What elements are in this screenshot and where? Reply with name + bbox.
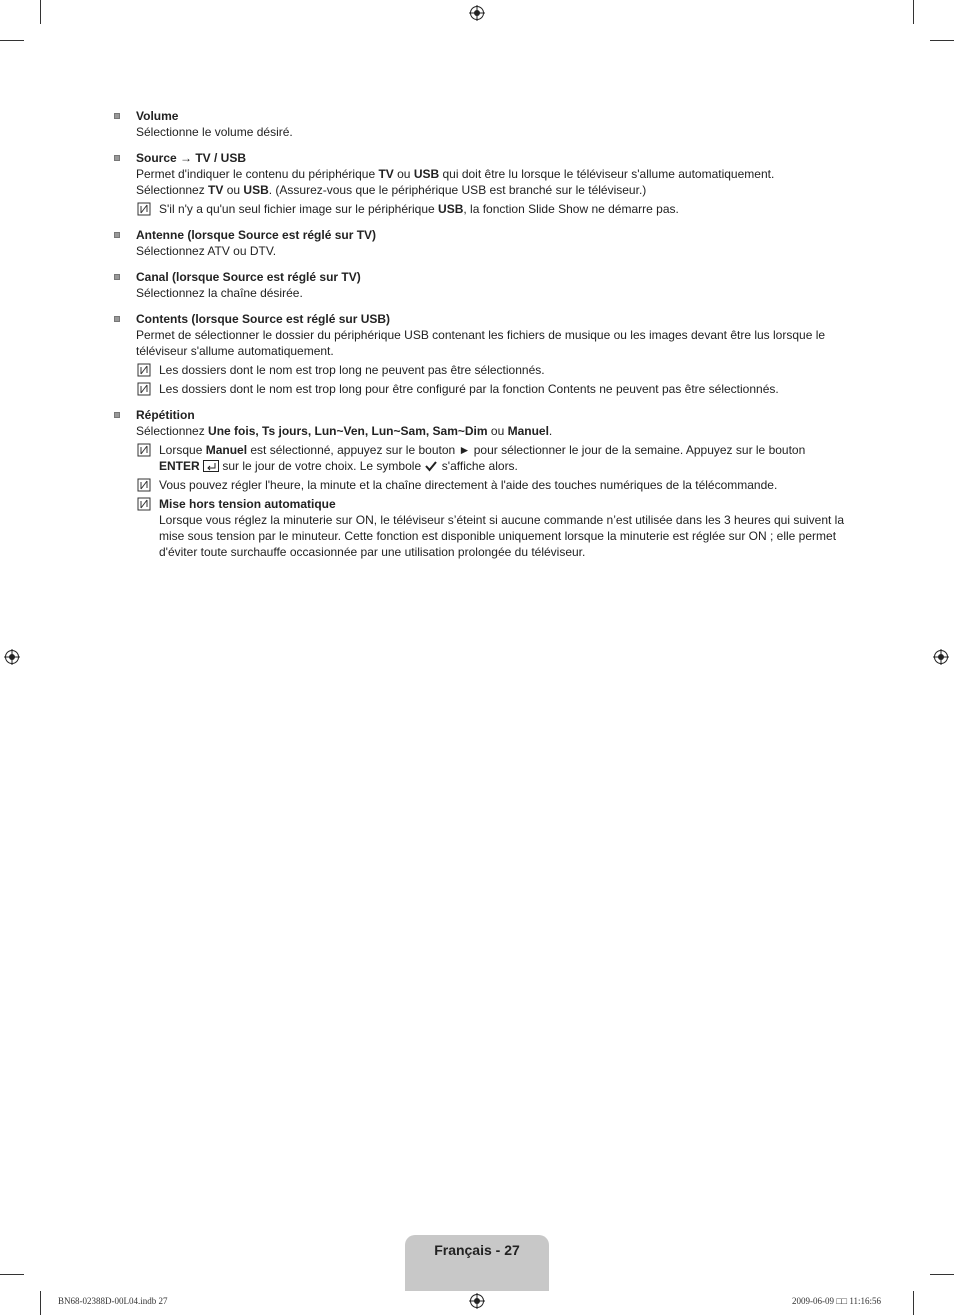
checkmark-icon <box>424 459 438 473</box>
section-title: Canal (lorsque Source est réglé sur TV) <box>136 270 361 284</box>
note: S'il n'y a qu'un seul fichier image sur le périphérique USB, la fonction Slide Show ne démarre pas. <box>136 201 847 217</box>
note-title: Mise hors tension automatique <box>159 497 336 511</box>
note-icon <box>137 382 151 396</box>
section-body: Sélectionnez la chaîne désirée. <box>136 286 303 300</box>
note-icon <box>137 443 151 457</box>
note-body: Lorsque vous réglez la minuterie sur ON, le téléviseur s’éteint si aucune commande n’est utilisée dans les 3 heures qui suivent la mise sous tension par le minuteur. Cette fonction est disponible uniquement lorsque la minuterie est réglée sur ON ; elle permet d'éviter toute surchauffe occasionnée par une utilisation prolongée du téléviseur. <box>159 513 845 559</box>
section-title: Source → TV / USB <box>136 151 247 165</box>
section-title: Antenne (lorsque Source est réglé sur TV) <box>136 228 377 242</box>
section-contents <box>112 311 847 397</box>
crop-mark <box>40 1291 41 1315</box>
square-bullet-icon <box>114 274 120 280</box>
crop-mark <box>930 40 954 41</box>
crop-mark <box>40 0 41 24</box>
section-title: Volume <box>136 109 179 123</box>
note-icon <box>137 478 151 492</box>
section-title: Répétition <box>136 408 195 422</box>
section-body: Permet de sélectionner le dossier du périphérique USB contenant les fichiers de musique ou les images devant être lus lorsque le téléviseur s'allume automatiquement. <box>136 328 826 358</box>
registration-mark-icon <box>469 5 485 21</box>
note: Les dossiers dont le nom est trop long ne peuvent pas être sélectionnés. <box>136 362 847 378</box>
note <box>136 496 847 560</box>
square-bullet-icon <box>114 316 120 322</box>
section-title: Contents (lorsque Source est réglé sur USB) <box>136 312 391 326</box>
crop-mark <box>913 1291 914 1315</box>
section-canal <box>112 269 847 301</box>
print-slug-right: 2009-06-09 □□ 11:16:56 <box>792 1296 882 1306</box>
section-antenne <box>112 227 847 259</box>
note: Vous pouvez régler l'heure, la minute et la chaîne directement à l'aide des touches numériques de la télécommande. <box>136 477 847 493</box>
section-body: Sélectionnez Une fois, Ts jours, Lun~Ven, Lun~Sam, Sam~Dim ou Manuel. <box>136 424 553 438</box>
crop-mark <box>930 1274 954 1275</box>
note-icon <box>137 363 151 377</box>
crop-mark <box>0 40 24 41</box>
note-icon <box>137 202 151 216</box>
note: Les dossiers dont le nom est trop long pour être configuré par la fonction Contents ne peuvent pas être sélectionnés. <box>136 381 847 397</box>
square-bullet-icon <box>114 412 120 418</box>
manual-content <box>112 108 847 570</box>
registration-mark-icon <box>933 649 949 665</box>
registration-mark-icon <box>4 649 20 665</box>
crop-mark <box>0 1274 24 1275</box>
registration-mark-icon <box>469 1293 485 1309</box>
square-bullet-icon <box>114 232 120 238</box>
section-source <box>112 150 847 217</box>
square-bullet-icon <box>114 113 120 119</box>
print-slug-left: BN68-02388D-00L04.indb 27 <box>58 1296 168 1306</box>
enter-key-icon <box>203 460 219 472</box>
section-body: Sélectionnez ATV ou DTV. <box>136 244 277 258</box>
section-volume <box>112 108 847 140</box>
note-icon <box>137 497 151 511</box>
crop-mark <box>913 0 914 24</box>
page-number-tab: Français - 27 <box>405 1235 549 1291</box>
section-body: Permet d'indiquer le contenu du périphérique TV ou USB qui doit être lu lorsque le téléviseur s'allume automatiquement. Sélectionnez TV ou USB. (Assurez-vous que le périphérique USB est branché sur le téléviseur.) <box>136 167 775 197</box>
section-body: Sélectionne le volume désiré. <box>136 125 293 139</box>
section-repetition <box>112 407 847 560</box>
note: Lorsque Manuel est sélectionné, appuyez sur le bouton ► pour sélectionner le jour de la semaine. Appuyez sur le bouton ENTER sur le jour de votre choix. Le symbole s'affiche alors. <box>136 442 847 474</box>
square-bullet-icon <box>114 155 120 161</box>
